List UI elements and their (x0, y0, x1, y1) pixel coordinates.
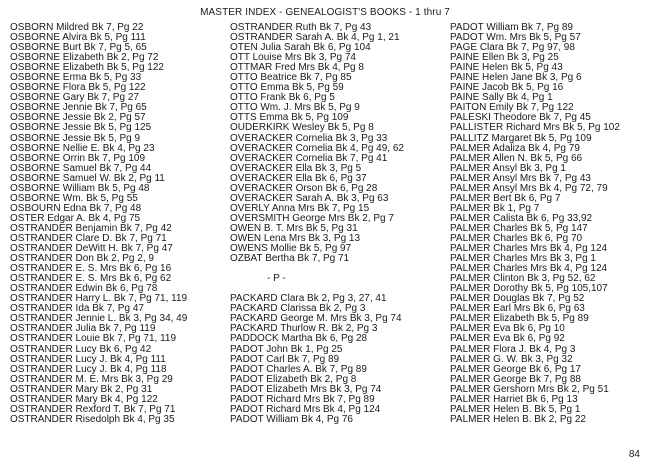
index-entry: OWEN Lena Mrs Bk 3, Pg 13 (230, 232, 361, 244)
index-entry: OVERACKER Ella Bk 3, Pg 5 (230, 162, 362, 174)
index-entry: PALMER Eva Bk 6, Pg 92 (450, 333, 565, 345)
index-entry: PAINE Helen Jane Bk 3, Pg 6 (450, 72, 582, 84)
index-entry: OSBORNE Elizabeth Bk 2, Pg 72 (10, 52, 159, 64)
index-entry: OVERLY Anna Mrs Bk 7, Pg 15 (230, 202, 370, 214)
index-entry: PACKARD Clarissa Bk 2, Pg 3 (230, 303, 366, 315)
index-entry: OSTRANDER Lucy Bk 6, Pg 42 (10, 343, 152, 355)
index-entry: PALMER Bert Bk 6, Pg 7 (450, 192, 561, 204)
index-entry: OSTRANDER Rexford T. Bk 7, Pg 71 (10, 403, 176, 415)
index-entry: OSTRANDER Clare D. Bk 7, Pg 71 (10, 232, 167, 244)
index-entry: OTTO Beatrice Bk 7, Pg 85 (230, 72, 352, 84)
index-entry: PALMER George Bk 7, Pg 88 (450, 373, 581, 385)
index-column-2 (230, 23, 435, 425)
spacer (230, 264, 435, 274)
index-entry: OVERSMITH George Mrs Bk 2, Pg 7 (230, 212, 394, 224)
index-entry: OSTRANDER Mary Bk 2, Pg 31 (10, 383, 153, 395)
index-entry: OSBORNE Flora Bk 5, Pg 122 (10, 82, 146, 94)
index-entry: OSTRANDER Louie Bk 7, Pg 71, 119 (10, 333, 177, 345)
index-entry: OVERACKER Cornelia Bk 3, Pg 33 (230, 132, 388, 144)
index-entry: PACKARD Thurlow R. Bk 2, Pg 3 (230, 323, 378, 335)
index-entry: OSTRANDER Ruth Bk 7, Pg 43 (230, 22, 372, 33)
index-entry: OSTRANDER Harry L. Bk 7, Pg 71, 119 (10, 293, 188, 305)
index-entry: OSTRANDER Lucy J. Bk 4, Pg 118 (10, 363, 167, 375)
index-entry: OSTRANDER Edwin Bk 6, Pg 78 (10, 283, 158, 295)
index-entry: OSTRANDER DeWitt H. Bk 7, Pg 47 (10, 243, 173, 255)
index-entry: OTTO Wm. J. Mrs Bk 5, Pg 9 (230, 102, 360, 114)
index-entry: PADOT William Bk 4, Pg 76 (230, 413, 353, 425)
index-entry: OSTRANDER Jennie L. Bk 3, Pg 34, 49 (10, 313, 188, 325)
index-entry: PALMER Charles Mrs Bk 4, Pg 124 (450, 243, 608, 255)
index-entry: PALMER Charles Mrs Bk 3, Pg 1 (450, 253, 596, 265)
index-entry: PADOT Elizabeth Bk 2, Pg 8 (230, 373, 357, 385)
index-entry: OSBORNE Gary Bk 7, Pg 27 (10, 92, 139, 104)
index-entry: OTEN Julia Sarah Bk 6, Pg 104 (230, 42, 371, 54)
index-entry: OSBORNE Jennie Bk 7, Pg 65 (10, 102, 147, 114)
index-entry: OSBORNE Nellie E. Bk 4, Pg 23 (10, 142, 155, 154)
index-entry: OSBORNE Jessie Bk 5, Pg 9 (10, 132, 141, 144)
index-entry: OSTRANDER Sarah A. Bk 4, Pg 1, 21 (230, 32, 400, 44)
index-entry: OTTMAR Fred Mrs Bk 4, Pg 8 (230, 62, 364, 74)
index-entry: OSBOURN Edna Bk 7, Pg 48 (10, 202, 142, 214)
index-entry: OWEN B. T. Mrs Bk 5, Pg 31 (230, 222, 358, 234)
index-entry: OSTRANDER M. E. Mrs Bk 3, Pg 29 (10, 373, 173, 385)
index-entry: PALMER Gershorn Mrs Bk 2, Pg 51 (450, 383, 609, 395)
index-entry: OSTRANDER E. S. Mrs Bk 6, Pg 16 (10, 263, 172, 275)
index-entry: PADOT Carl Bk 7, Pg 89 (230, 353, 340, 365)
index-entry: PALMER Douglas Bk 7, Pg 52 (450, 293, 585, 305)
index-entry: PAITON Emily Bk 7, Pg 122 (450, 102, 574, 114)
index-entry: OSBORN Mildred Bk 7, Pg 22 (10, 22, 144, 33)
index-entry: OSBORNE Alvira Bk 5, Pg 111 (10, 32, 146, 44)
index-entry: PAINE Sally Bk 4, Pg 1 (450, 92, 553, 104)
index-entry: OTTO Emma Bk 5, Pg 59 (230, 82, 344, 94)
index-entry: PALMER Clinton Bk 3, Pg 52, 62 (450, 273, 596, 285)
index-entry: PACKARD George M. Mrs Bk 3, Pg 74 (230, 313, 402, 325)
index-entry: OSTRANDER Ida Bk 7, Pg 47 (10, 303, 144, 315)
index-entry: PALMER Charles Mrs Bk 4, Pg 124 (450, 263, 608, 275)
index-entry: PADOT Elizabeth Mrs Bk 3, Pg 74 (230, 383, 382, 395)
index-entry: PALMER Ansyl Mrs Bk 4, Pg 72, 79 (450, 182, 608, 194)
index-entry: PALLITZ Margaret Bk 5, Pg 109 (450, 132, 592, 144)
index-entry: PALMER Eva Bk 6, Pg 10 (450, 323, 565, 335)
index-entry: OVERACKER Cornelia Bk 4, Pg 49, 62 (230, 142, 404, 154)
index-entry: OSBORNE Samuel Bk 7, Pg 44 (10, 162, 152, 174)
index-entry: PALMER Charles Bk 5, Pg 147 (450, 222, 588, 234)
index-entry: OSTER Edgar A. Bk 4, Pg 75 (10, 212, 141, 224)
index-entry: PALMER G. W. Bk 3, Pg 32 (450, 353, 573, 365)
index-entry: PADOT Richard Mrs Bk 7, Pg 89 (230, 393, 375, 405)
index-entry: OTTS Emma Bk 5, Pg 109 (230, 112, 349, 124)
index-entry: OSTRANDER E. S. Mrs Bk 6, Pg 62 (10, 273, 172, 285)
index-entry: PALMER Ansyl Bk 3, Pg 1 (450, 162, 566, 174)
index-entry: PALMER Dorothy Bk 5, Pg 105,107 (450, 283, 608, 295)
page-title: MASTER INDEX - GENEALOGIST'S BOOKS - 1 thru 7 (200, 7, 450, 18)
index-entry: PALMER Flora J. Bk 4, Pg 3 (450, 343, 576, 355)
index-entry: OSBORNE Wm. Bk 5, Pg 55 (10, 192, 138, 204)
index-column-1 (10, 23, 215, 425)
index-entry: OSTRANDER Lucy J. Bk 4, Pg 111 (10, 353, 166, 365)
index-entry: PADOT William Bk 7, Pg 89 (450, 22, 573, 33)
index-entry: OZBAT Bertha Bk 7, Pg 71 (230, 253, 350, 265)
section-marker: - P - (267, 273, 286, 285)
index-entry: OSBORNE Jessie Bk 2, Pg 57 (10, 112, 146, 124)
index-column-3 (450, 23, 650, 425)
index-entry: OSBORNE Erma Bk 5, Pg 33 (10, 72, 142, 84)
index-entry: PADOT John Bk 1, Pg 25 (230, 343, 343, 355)
index-entry: PALMER Helen B. Bk 5, Pg 1 (450, 403, 581, 415)
index-entry: OVERACKER Ella Bk 6, Pg 37 (230, 172, 367, 184)
index-entry: PALMER Charles Bk 6, Pg 70 (450, 232, 583, 244)
index-entry: PADOT Richard Mrs Bk 4, Pg 124 (230, 403, 381, 415)
index-entry: PAINE Jacob Bk 5, Pg 16 (450, 82, 564, 94)
index-entry: OSTRANDER Benjamin Bk 7, Pg 42 (10, 222, 172, 234)
index-entry: OSBORNE Orrin Bk 7, Pg 109 (10, 152, 146, 164)
index-entry: OTTO Frank Bk 6, Pg 5 (230, 92, 335, 104)
index-entry: PADOT Wm. Mrs Bk 5, Pg 57 (450, 32, 581, 44)
index-entry: PALMER Helen B. Bk 2, Pg 22 (450, 413, 586, 425)
index-entry: OSBORNE Burt Bk 7, Pg 5, 65 (10, 42, 147, 54)
index-entry: OSBORNE Jessie Bk 5, Pg 125 (10, 122, 152, 134)
index-entry: OSTRANDER Mary Bk 4, Pg 122 (10, 393, 158, 405)
index-entry: OVERACKER Orson Bk 6, Pg 28 (230, 182, 378, 194)
index-entry: OWENS Mollie Bk 5, Pg 97 (230, 243, 352, 255)
index-entry: PALMER George Bk 6, Pg 17 (450, 363, 581, 375)
index-entry: PADOT Charles A. Bk 7, Pg 89 (230, 363, 367, 375)
index-entry: PADDOCK Martha Bk 6, Pg 28 (230, 333, 368, 345)
index-entry: OSTRANDER Don Bk 2, Pg 2, 9 (10, 253, 154, 265)
index-entry: PALMER Ansyl Mrs Bk 7, Pg 43 (450, 172, 591, 184)
index-entry: PALLISTER Richard Mrs Bk 5, Pg 102 (450, 122, 620, 134)
index-entry: OSBORNE Elizabeth Bk 5, Pg 122 (10, 62, 164, 74)
index-entry: PALMER Calista Bk 6, Pg 33,92 (450, 212, 593, 224)
index-entry: PACKARD Clara Bk 2, Pg 3, 27, 41 (230, 293, 387, 305)
index-entry: OTT Louise Mrs Bk 3, Pg 74 (230, 52, 356, 64)
index-entry: PALMER Bk 1, Pg 7 (450, 202, 540, 214)
index-entry: PALMER Adaliza Bk 4, Pg 79 (450, 142, 580, 154)
index-entry: OSBORNE Samuel W. Bk 2, Pg 11 (10, 172, 165, 184)
index-entry: PAINE Helen Bk 5, Pg 43 (450, 62, 563, 74)
page-number: 84 (628, 449, 640, 460)
index-entry: OVERACKER Sarah A. Bk 3, Pg 63 (230, 192, 389, 204)
index-entry: PALMER Earl Mrs Bk 6, Pg 63 (450, 303, 585, 315)
index-entry: PALMER Elizabeth Bk 5, Pg 89 (450, 313, 589, 325)
index-entry: PAINE Ellen Bk 3, Pg 25 (450, 52, 559, 64)
index-entry: PALESKI Theodore Bk 7, Pg 45 (450, 112, 591, 124)
index-entry: PAGE Clara Bk 7, Pg 97, 98 (450, 42, 575, 54)
index-entry: OSBORNE William Bk 5, Pg 48 (10, 182, 150, 194)
index-entry: OVERACKER Cornelia Bk 7, Pg 41 (230, 152, 388, 164)
index-entry: OSTRANDER Julia Bk 7, Pg 119 (10, 323, 156, 335)
index-entry: OSTRANDER Risedolph Bk 4, Pg 35 (10, 413, 175, 425)
index-entry: OUDERKIRK Wesley Bk 5, Pg 8 (230, 122, 374, 134)
index-entry: PALMER Allen N. Bk 5, Pg 66 (450, 152, 583, 164)
index-entry: PALMER Harriet Bk 6, Pg 13 (450, 393, 578, 405)
